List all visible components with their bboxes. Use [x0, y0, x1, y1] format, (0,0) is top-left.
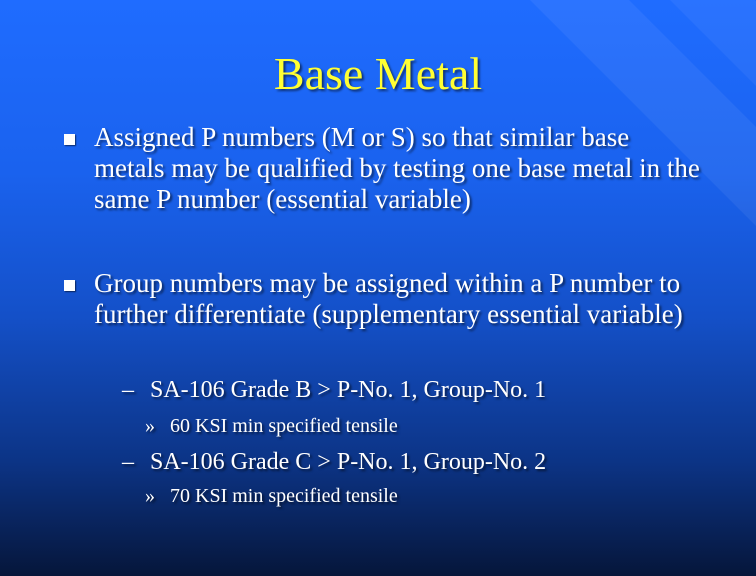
- sub-bullet-item: [122, 376, 546, 404]
- sub-sub-bullet-item: [145, 484, 398, 508]
- sub-sub-bullet-text: 60 KSI min specified tensile: [170, 415, 398, 437]
- square-bullet-icon: [64, 280, 75, 291]
- slide-title: Base Metal: [273, 48, 483, 99]
- sub-bullet-text: SA-106 Grade C > P-No. 1, Group-No. 2: [150, 449, 547, 475]
- sub-sub-bullet-text: 70 KSI min specified tensile: [170, 485, 398, 507]
- dash-bullet-icon: –: [122, 449, 134, 475]
- sub-bullet-item: [122, 448, 546, 476]
- square-bullet-icon: [64, 134, 75, 145]
- bullet-text: Group numbers may be assigned within a P number to further differentiate (supplementary essential variable): [94, 268, 683, 329]
- chevron-bullet-icon: »: [145, 485, 155, 507]
- dash-bullet-icon: –: [122, 377, 134, 403]
- bullet-text: Assigned P numbers (M or S) so that similar base metals may be qualified by testing one base metal in the same P number (essential variable): [94, 122, 700, 214]
- chevron-bullet-icon: »: [145, 415, 155, 437]
- sub-bullet-text: SA-106 Grade B > P-No. 1, Group-No. 1: [150, 377, 547, 403]
- sub-sub-bullet-item: [145, 414, 398, 438]
